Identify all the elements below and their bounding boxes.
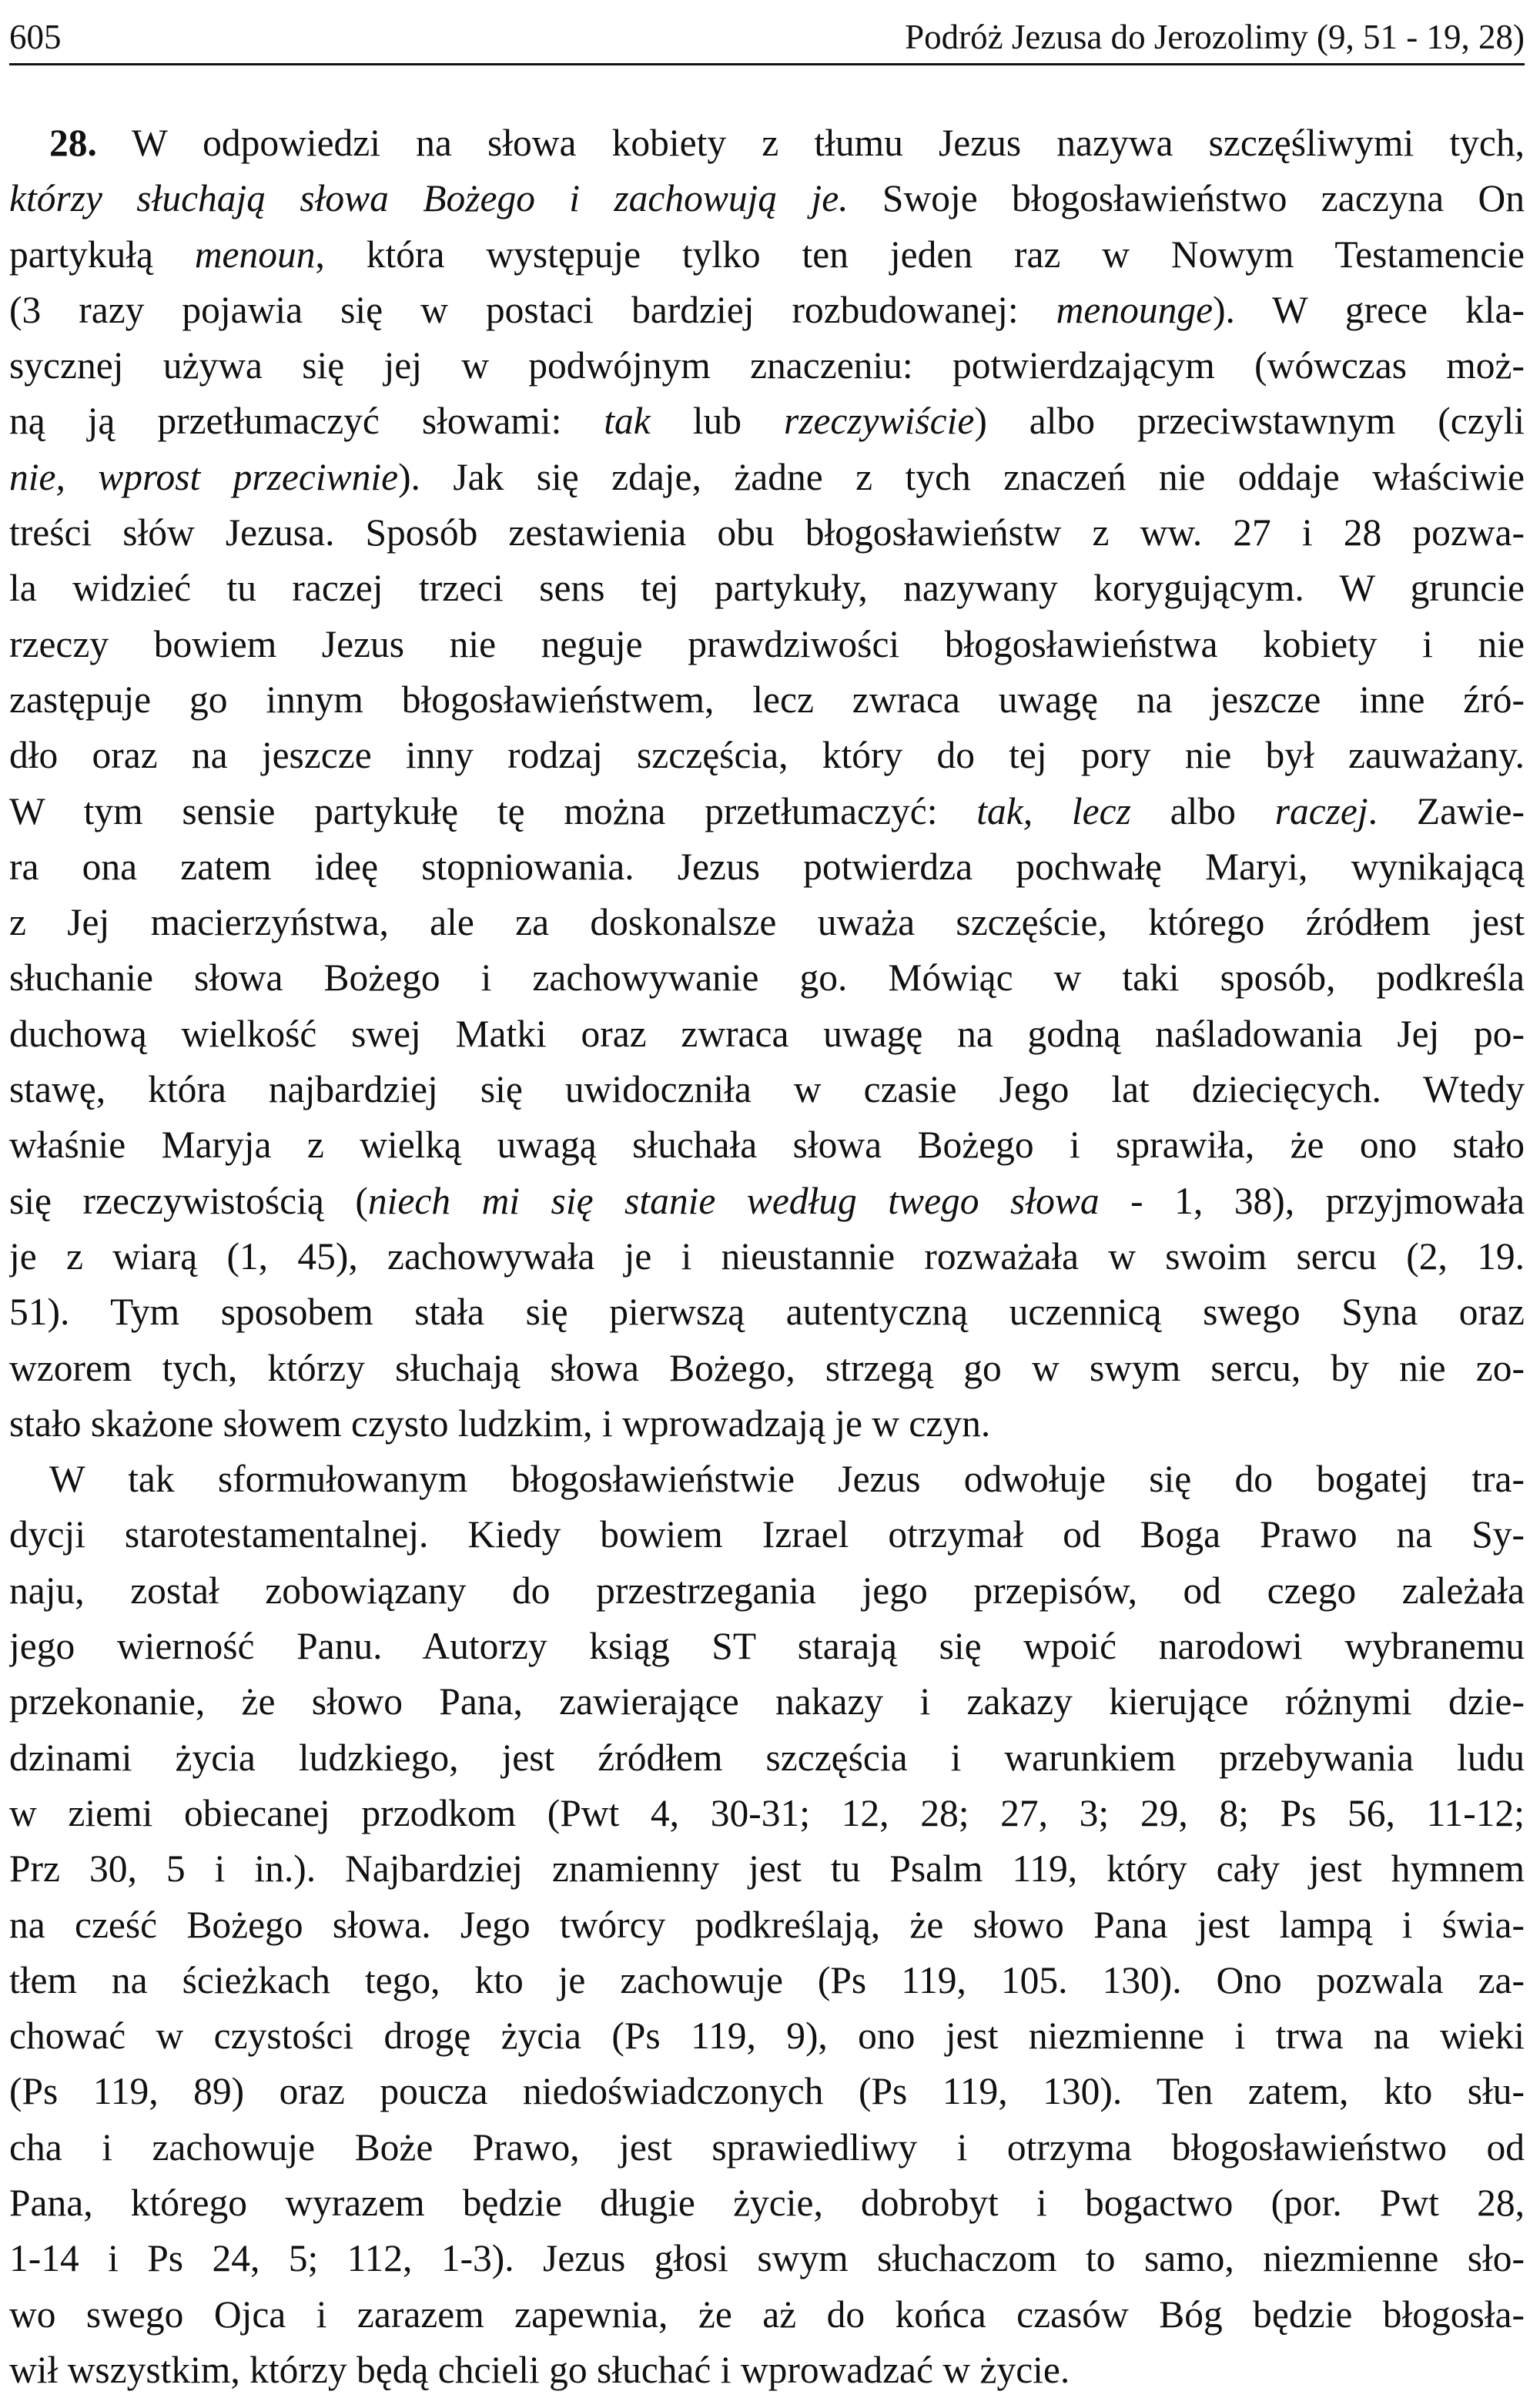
text-segment: , która występuje tylko ten jeden raz w Nowym Testamencie	[315, 233, 1525, 276]
text-line	[9, 1563, 1525, 1619]
text-line	[9, 1396, 1525, 1452]
text-segment: wzorem tych, którzy słuchają słowa Bożego, strzegą go w swym sercu, by nie zo-	[9, 1346, 1525, 1389]
text-segment: (Ps 119, 89) oraz poucza niedoświadczonych (Ps 119, 130). Ten zatem, kto słu-	[9, 2070, 1525, 2113]
text-segment: z Jej macierzyństwa, ale za doskonalsze uważa szczęście, którego źródłem jest	[9, 901, 1525, 944]
text-segment: słuchanie słowa Bożego i zachowywanie go. Mówiąc w taki sposób, podkreśla	[9, 956, 1525, 1000]
italic-text: którzy słuchają słowa Bożego i zachowują je.	[9, 177, 849, 220]
text-line	[9, 839, 1525, 895]
text-segment: dycji starotestamentalnej. Kiedy bowiem Izrael otrzymał od Boga Prawo na Sy-	[9, 1513, 1525, 1556]
text-segment: . Zawie-	[1368, 789, 1525, 832]
text-line	[9, 728, 1525, 783]
italic-text: menounge	[1056, 288, 1214, 331]
text-line	[9, 672, 1525, 728]
italic-text: tak	[604, 400, 651, 443]
text-segment: (3 razy pojawia się w postaci bardziej rozbudowanej:	[9, 288, 1056, 331]
text-line	[9, 2287, 1525, 2343]
text-line	[9, 1174, 1525, 1229]
text-line	[9, 1006, 1525, 1062]
text-line	[9, 1062, 1525, 1117]
text-segment: naju, został zobowiązany do przestrzegania jego przepisów, od czego zależała	[9, 1569, 1525, 1612]
running-header	[9, 14, 1525, 65]
text-line	[9, 171, 1525, 226]
text-line	[9, 1786, 1525, 1841]
text-line	[9, 1674, 1525, 1730]
text-segment: ) albo przeciwstawnym (czyli	[974, 400, 1525, 443]
text-segment: cha i zachowuje Boże Prawo, jest sprawiedliwy i otrzyma błogosławieństwo od	[9, 2125, 1525, 2169]
text-line	[9, 784, 1525, 839]
text-segment: chować w czystości drogę życia (Ps 119, 9), ono jest niezmienne i trwa na wieki	[9, 2015, 1525, 2058]
running-title: Podróż Jezusa do Jerozolimy (9, 51 - 19, 28)	[905, 18, 1525, 56]
text-segment: stało skażone słowem czysto ludzkim, i wprowadzają je w czyn.	[9, 1402, 991, 1445]
text-segment: W tym sensie partykułę tę można przetłumaczyć:	[9, 789, 977, 832]
text-segment: dło oraz na jeszcze inny rodzaj szczęścia, który do tej pory nie był zauważany.	[9, 734, 1525, 777]
text-line	[9, 561, 1525, 616]
text-segment: w ziemi obiecanej przodkom (Pwt 4, 30-31; 12, 28; 27, 3; 29, 8; Ps 56, 11-12;	[9, 1791, 1525, 1834]
text-line	[9, 1730, 1525, 1786]
text-segment: albo	[1130, 789, 1275, 832]
text-line	[9, 1619, 1525, 1674]
text-segment: Prz 30, 5 i in.). Najbardziej znamienny jest tu Psalm 119, który cały jest hymnem	[9, 1847, 1525, 1891]
text-segment: 51). Tym sposobem stała się pierwszą autentyczną uczennicą swego Syna oraz	[9, 1291, 1525, 1334]
text-segment: wił wszystkim, którzy będą chcieli go słuchać i wprowadzać w życie.	[9, 2348, 1070, 2391]
text-segment: wo swego Ojca i zarazem zapewnia, że aż do końca czasów Bóg będzie błogosła-	[9, 2293, 1525, 2336]
text-line	[9, 283, 1525, 338]
page-number: 605	[9, 18, 62, 56]
text-segment: W tak sformułowanym błogosławieństwie Jezus odwołuje się do bogatej tra-	[49, 1458, 1525, 1501]
body-text	[9, 116, 1525, 2398]
text-line	[9, 116, 1525, 171]
text-line	[9, 1341, 1525, 1396]
text-segment: Pana, którego wyrazem będzie długie życie, dobrobyt i bogactwo (por. Pwt 28,	[9, 2181, 1525, 2224]
text-line	[9, 2120, 1525, 2175]
italic-text: niech mi się stanie według twego słowa	[367, 1179, 1100, 1222]
text-line	[9, 895, 1525, 950]
text-line	[9, 450, 1525, 505]
italic-text: menoun	[194, 233, 316, 276]
text-segment: stawę, która najbardziej się uwidoczniła w czasie Jego lat dziecięcych. Wtedy	[9, 1068, 1525, 1111]
text-segment: dzinami życia ludzkiego, jest źródłem szczęścia i warunkiem przebywania ludu	[9, 1736, 1525, 1779]
text-segment: ną ją przetłumaczyć słowami:	[9, 400, 604, 443]
text-line	[9, 2343, 1525, 2398]
text-line	[9, 950, 1525, 1006]
text-line	[9, 505, 1525, 561]
text-segment: lub	[650, 400, 784, 443]
italic-text: nie, wprost przeciwnie	[9, 455, 399, 498]
text-segment: partykułą	[9, 233, 195, 276]
italic-text: raczej	[1274, 789, 1368, 832]
text-line	[9, 1953, 1525, 2008]
text-line	[9, 1284, 1525, 1340]
text-line	[9, 338, 1525, 394]
text-line	[9, 394, 1525, 449]
italic-text: rzeczywiście	[783, 400, 975, 443]
text-segment: się rzeczywistością (	[9, 1179, 368, 1222]
text-segment: zastępuje go innym błogosławieństwem, lecz zwraca uwagę na jeszcze inne źró-	[9, 678, 1525, 721]
text-segment: sycznej używa się jej w podwójnym znaczeniu: potwierdzającym (wówczas moż-	[9, 344, 1525, 387]
text-segment: je z wiarą (1, 45), zachowywała je i nieustannie rozważała w swoim sercu (2, 19.	[9, 1234, 1525, 1278]
text-segment: właśnie Maryja z wielką uwagą słuchała słowa Bożego i sprawiła, że ono stało	[9, 1124, 1525, 1167]
text-segment: rzeczy bowiem Jezus nie neguje prawdziwości błogosławieństwa kobiety i nie	[9, 622, 1525, 665]
text-line	[9, 1897, 1525, 1953]
text-segment: tłem na ścieżkach tego, kto je zachowuje (Ps 119, 105. 130). Ono pozwala za-	[9, 1958, 1525, 2001]
text-segment: - 1, 38), przyjmowała	[1099, 1179, 1525, 1222]
text-segment: na cześć Bożego słowa. Jego twórcy podkreślają, że słowo Pana jest lampą i świa-	[9, 1903, 1525, 1946]
text-line	[9, 2231, 1525, 2286]
text-line	[9, 1452, 1525, 1507]
text-segment: ). Jak się zdaje, żadne z tych znaczeń nie oddaje właściwie	[398, 455, 1525, 498]
text-segment: 1-14 i Ps 24, 5; 112, 1-3). Jezus głosi swym słuchaczom to samo, niezmienne sło-	[9, 2237, 1525, 2280]
text-segment: treści słów Jezusa. Sposób zestawienia obu błogosławieństw z ww. 27 i 28 pozwa-	[9, 511, 1525, 554]
italic-text: tak, lecz	[976, 789, 1131, 832]
text-segment: Swoje błogosławieństwo zaczyna On	[848, 177, 1525, 220]
text-segment: la widzieć tu raczej trzeci sens tej partykuły, nazywany korygującym. W gruncie	[9, 567, 1525, 610]
text-line	[9, 1507, 1525, 1562]
text-segment: przekonanie, że słowo Pana, zawierające nakazy i zakazy kierujące różnymi dzie-	[9, 1680, 1525, 1723]
text-line	[9, 2008, 1525, 2064]
text-line	[9, 617, 1525, 672]
text-line	[9, 1117, 1525, 1173]
text-line	[9, 2064, 1525, 2119]
text-segment: jego wierność Panu. Autorzy ksiąg ST starają się wpoić narodowi wybranemu	[9, 1625, 1525, 1668]
text-segment: ). W grece kla-	[1213, 288, 1525, 331]
text-segment: duchową wielkość swej Matki oraz zwraca uwagę na godną naśladowania Jej po-	[9, 1012, 1525, 1055]
text-line	[9, 1841, 1525, 1897]
text-segment: W odpowiedzi na słowa kobiety z tłumu Jezus nazywa szczęśliwymi tych,	[96, 122, 1525, 164]
section-number: 28.	[49, 122, 97, 164]
text-line	[9, 2175, 1525, 2231]
text-segment: ra ona zatem ideę stopniowania. Jezus potwierdza pochwałę Maryi, wynikającą	[9, 845, 1525, 888]
text-line	[9, 227, 1525, 283]
text-line	[9, 1229, 1525, 1284]
